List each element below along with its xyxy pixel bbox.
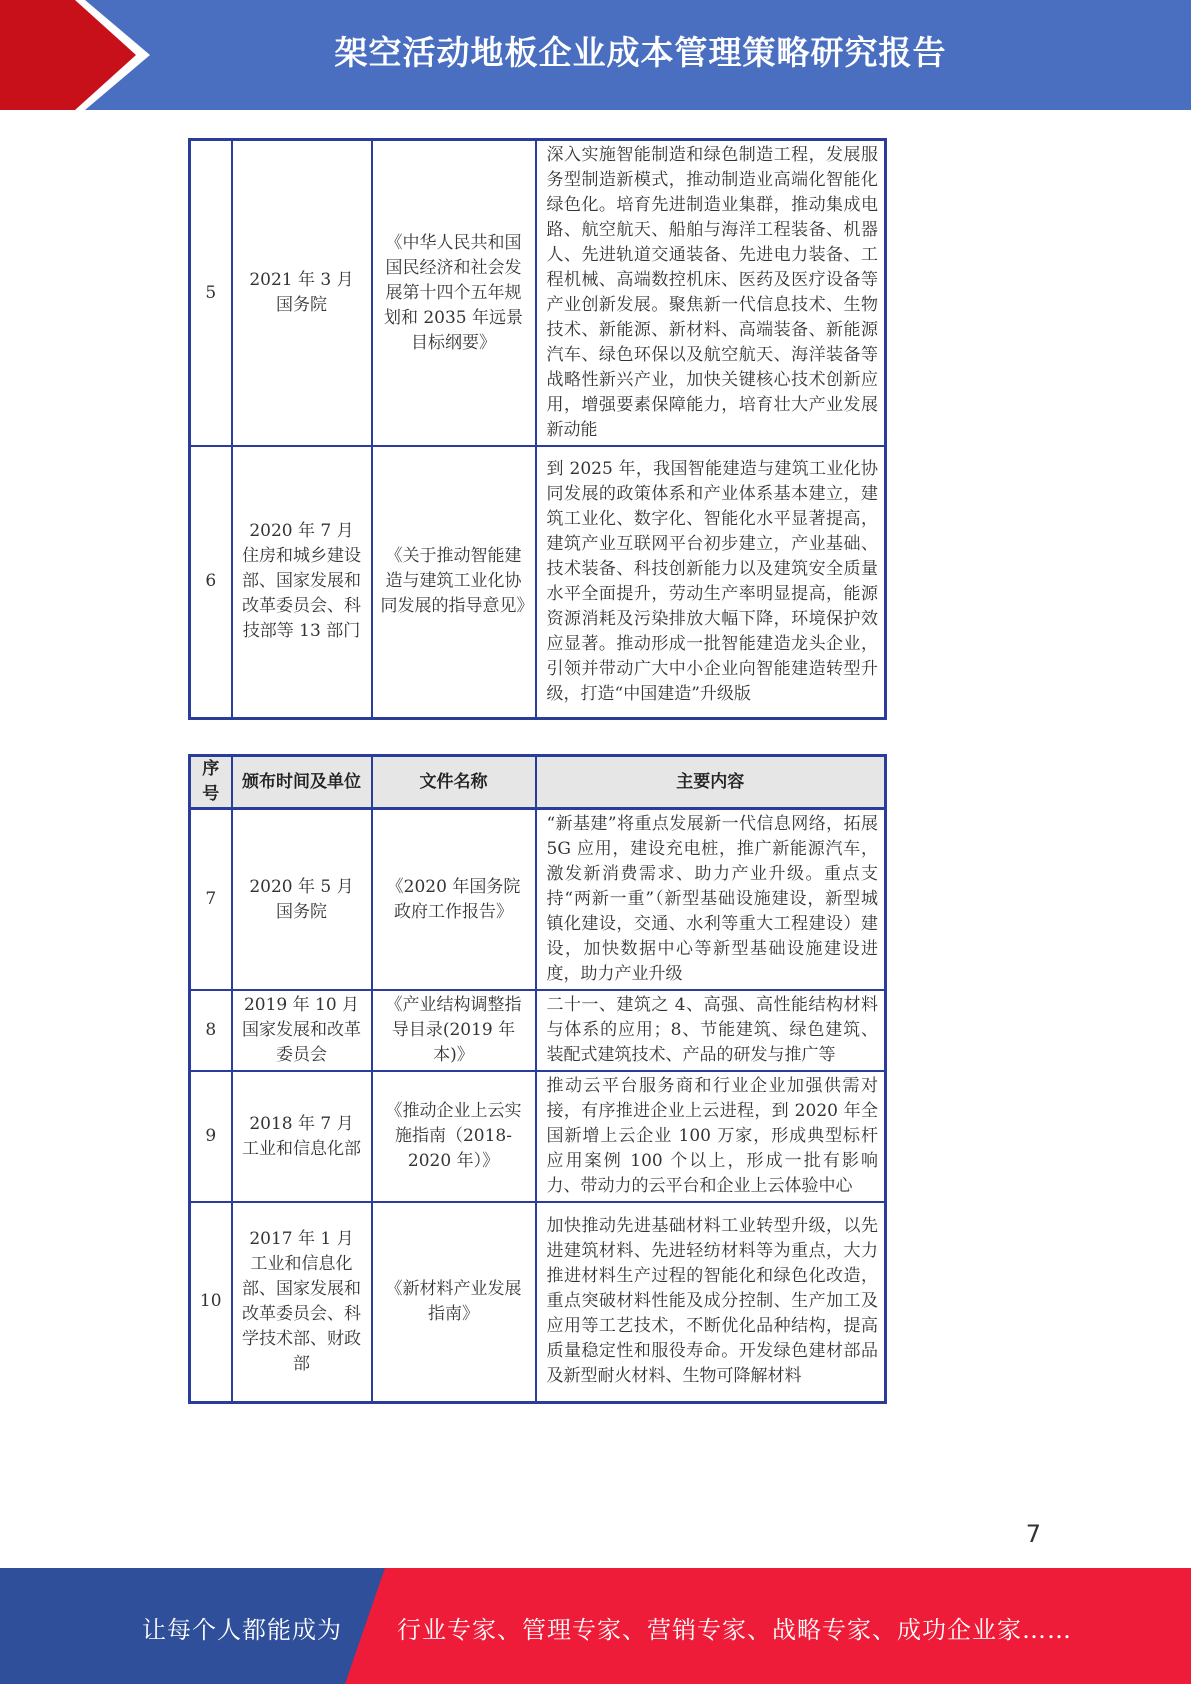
table-header-row: [190, 756, 886, 809]
page-header: [0, 0, 1191, 110]
page-number: 7: [1025, 1520, 1041, 1548]
main-content: 到 2025 年，我国智能建造与建筑工业化协同发展的政策体系和产业体系基本建立，建筑工业化、数字化、智能化水平显著提高，建筑产业互联网平台初步建立，产业基础、技术装备、科技创新能力以及建筑安全质量水平全面提升，劳动生产率明显提高，能源资源消耗及污染排放大幅下降，环境保护效应显著。推动形成一批智能建造龙头企业，引领并带动广大中小企业向智能建造转型升级，打造“中国建造”升级版: [536, 446, 886, 718]
header-red-arrow-icon: [0, 0, 150, 110]
table-row: [190, 1202, 886, 1402]
page-title: 架空活动地板企业成本管理策略研究报告: [334, 33, 947, 72]
policy-table: [188, 754, 887, 1404]
footer-slogan-right: 行业专家、管理专家、营销专家、战略专家、成功企业家……: [397, 1616, 1072, 1644]
footer-slogan-left: 让每个人都能成为: [142, 1616, 342, 1644]
main-content: 推动云平台服务商和行业企业加强供需对接，有序推进企业上云进程，到 2020 年全国新增上云企业 100 万家，形成典型标杆应用案例 100 个以上，形成一批有影响力、带动力的云平台和企业上云体验中心: [536, 1071, 886, 1202]
document-name: 《关于推动智能建造与建筑工业化协同发展的指导意见》: [372, 446, 536, 718]
page-footer: [0, 1568, 1191, 1684]
row-number: 10: [190, 1202, 232, 1402]
table-row: [190, 1071, 886, 1202]
row-number: 8: [190, 990, 232, 1071]
main-content: 二十一、建筑之 4、高强、高性能结构材料与体系的应用；8、节能建筑、绿色建筑、装配式建筑技术、产品的研发与推广等: [536, 990, 886, 1071]
document-name: 《新材料产业发展指南》: [372, 1202, 536, 1402]
row-number: 7: [190, 809, 232, 991]
table-row: [190, 809, 886, 991]
document-name: 《推动企业上云实施指南（2018-2020 年）》: [372, 1071, 536, 1202]
document-name: 《产业结构调整指导目录(2019 年本)》: [372, 990, 536, 1071]
document-name: 《2020 年国务院政府工作报告》: [372, 809, 536, 991]
table-row: [190, 446, 886, 718]
row-number: 9: [190, 1071, 232, 1202]
issue-date-unit: 2021 年 3 月 国务院: [232, 140, 372, 447]
main-content: “新基建”将重点发展新一代信息网络，拓展 5G 应用，建设充电桩，推广新能源汽车，激发新消费需求、助力产业升级。重点支持“两新一重”（新型基础设施建设，新型城镇化建设，交通、水利等重大工程建设）建设，加快数据中心等新型基础设施建设进度，助力产业升级: [536, 809, 886, 991]
header-document-name: 文件名称: [372, 756, 536, 809]
main-content: 加快推动先进基础材料工业转型升级，以先进建筑材料、先进轻纺材料等为重点，大力推进材料生产过程的智能化和绿色化改造，重点突破材料性能及成分控制、生产加工及应用等工艺技术，不断优化品种结构，提高质量稳定性和服役寿命。开发绿色建材部品及新型耐火材料、生物可降解材料: [536, 1202, 886, 1402]
row-number: 6: [190, 446, 232, 718]
document-name: 《中华人民共和国国民经济和社会发展第十四个五年规划和 2035 年远景目标纲要》: [372, 140, 536, 447]
row-number: 5: [190, 140, 232, 447]
issue-date-unit: 2020 年 7 月 住房和城乡建设部、国家发展和改革委员会、科技部等 13 部门: [232, 446, 372, 718]
header-number: 序号: [190, 756, 232, 809]
issue-date-unit: 2020 年 5 月 国务院: [232, 809, 372, 991]
header-main-content: 主要内容: [536, 756, 886, 809]
table-row: [190, 140, 886, 447]
issue-date-unit: 2018 年 7 月 工业和信息化部: [232, 1071, 372, 1202]
header-date-unit: 颁布时间及单位: [232, 756, 372, 809]
table-row: [190, 990, 886, 1071]
main-content: 深入实施智能制造和绿色制造工程，发展服务型制造新模式，推动制造业高端化智能化绿色化。培育先进制造业集群，推动集成电路、航空航天、船舶与海洋工程装备、机器人、先进轨道交通装备、先进电力装备、工程机械、高端数控机床、医药及医疗设备等产业创新发展。聚焦新一代信息技术、生物技术、新能源、新材料、高端装备、新能源汽车、绿色环保以及航空航天、海洋装备等战略性新兴产业，加快关键核心技术创新应用，增强要素保障能力，培育壮大产业发展新动能: [536, 140, 886, 447]
issue-date-unit: 2019 年 10 月 国家发展和改革委员会: [232, 990, 372, 1071]
policy-table-continued: [188, 138, 887, 720]
issue-date-unit: 2017 年 1 月 工业和信息化部、国家发展和改革委员会、科学技术部、财政部: [232, 1202, 372, 1402]
